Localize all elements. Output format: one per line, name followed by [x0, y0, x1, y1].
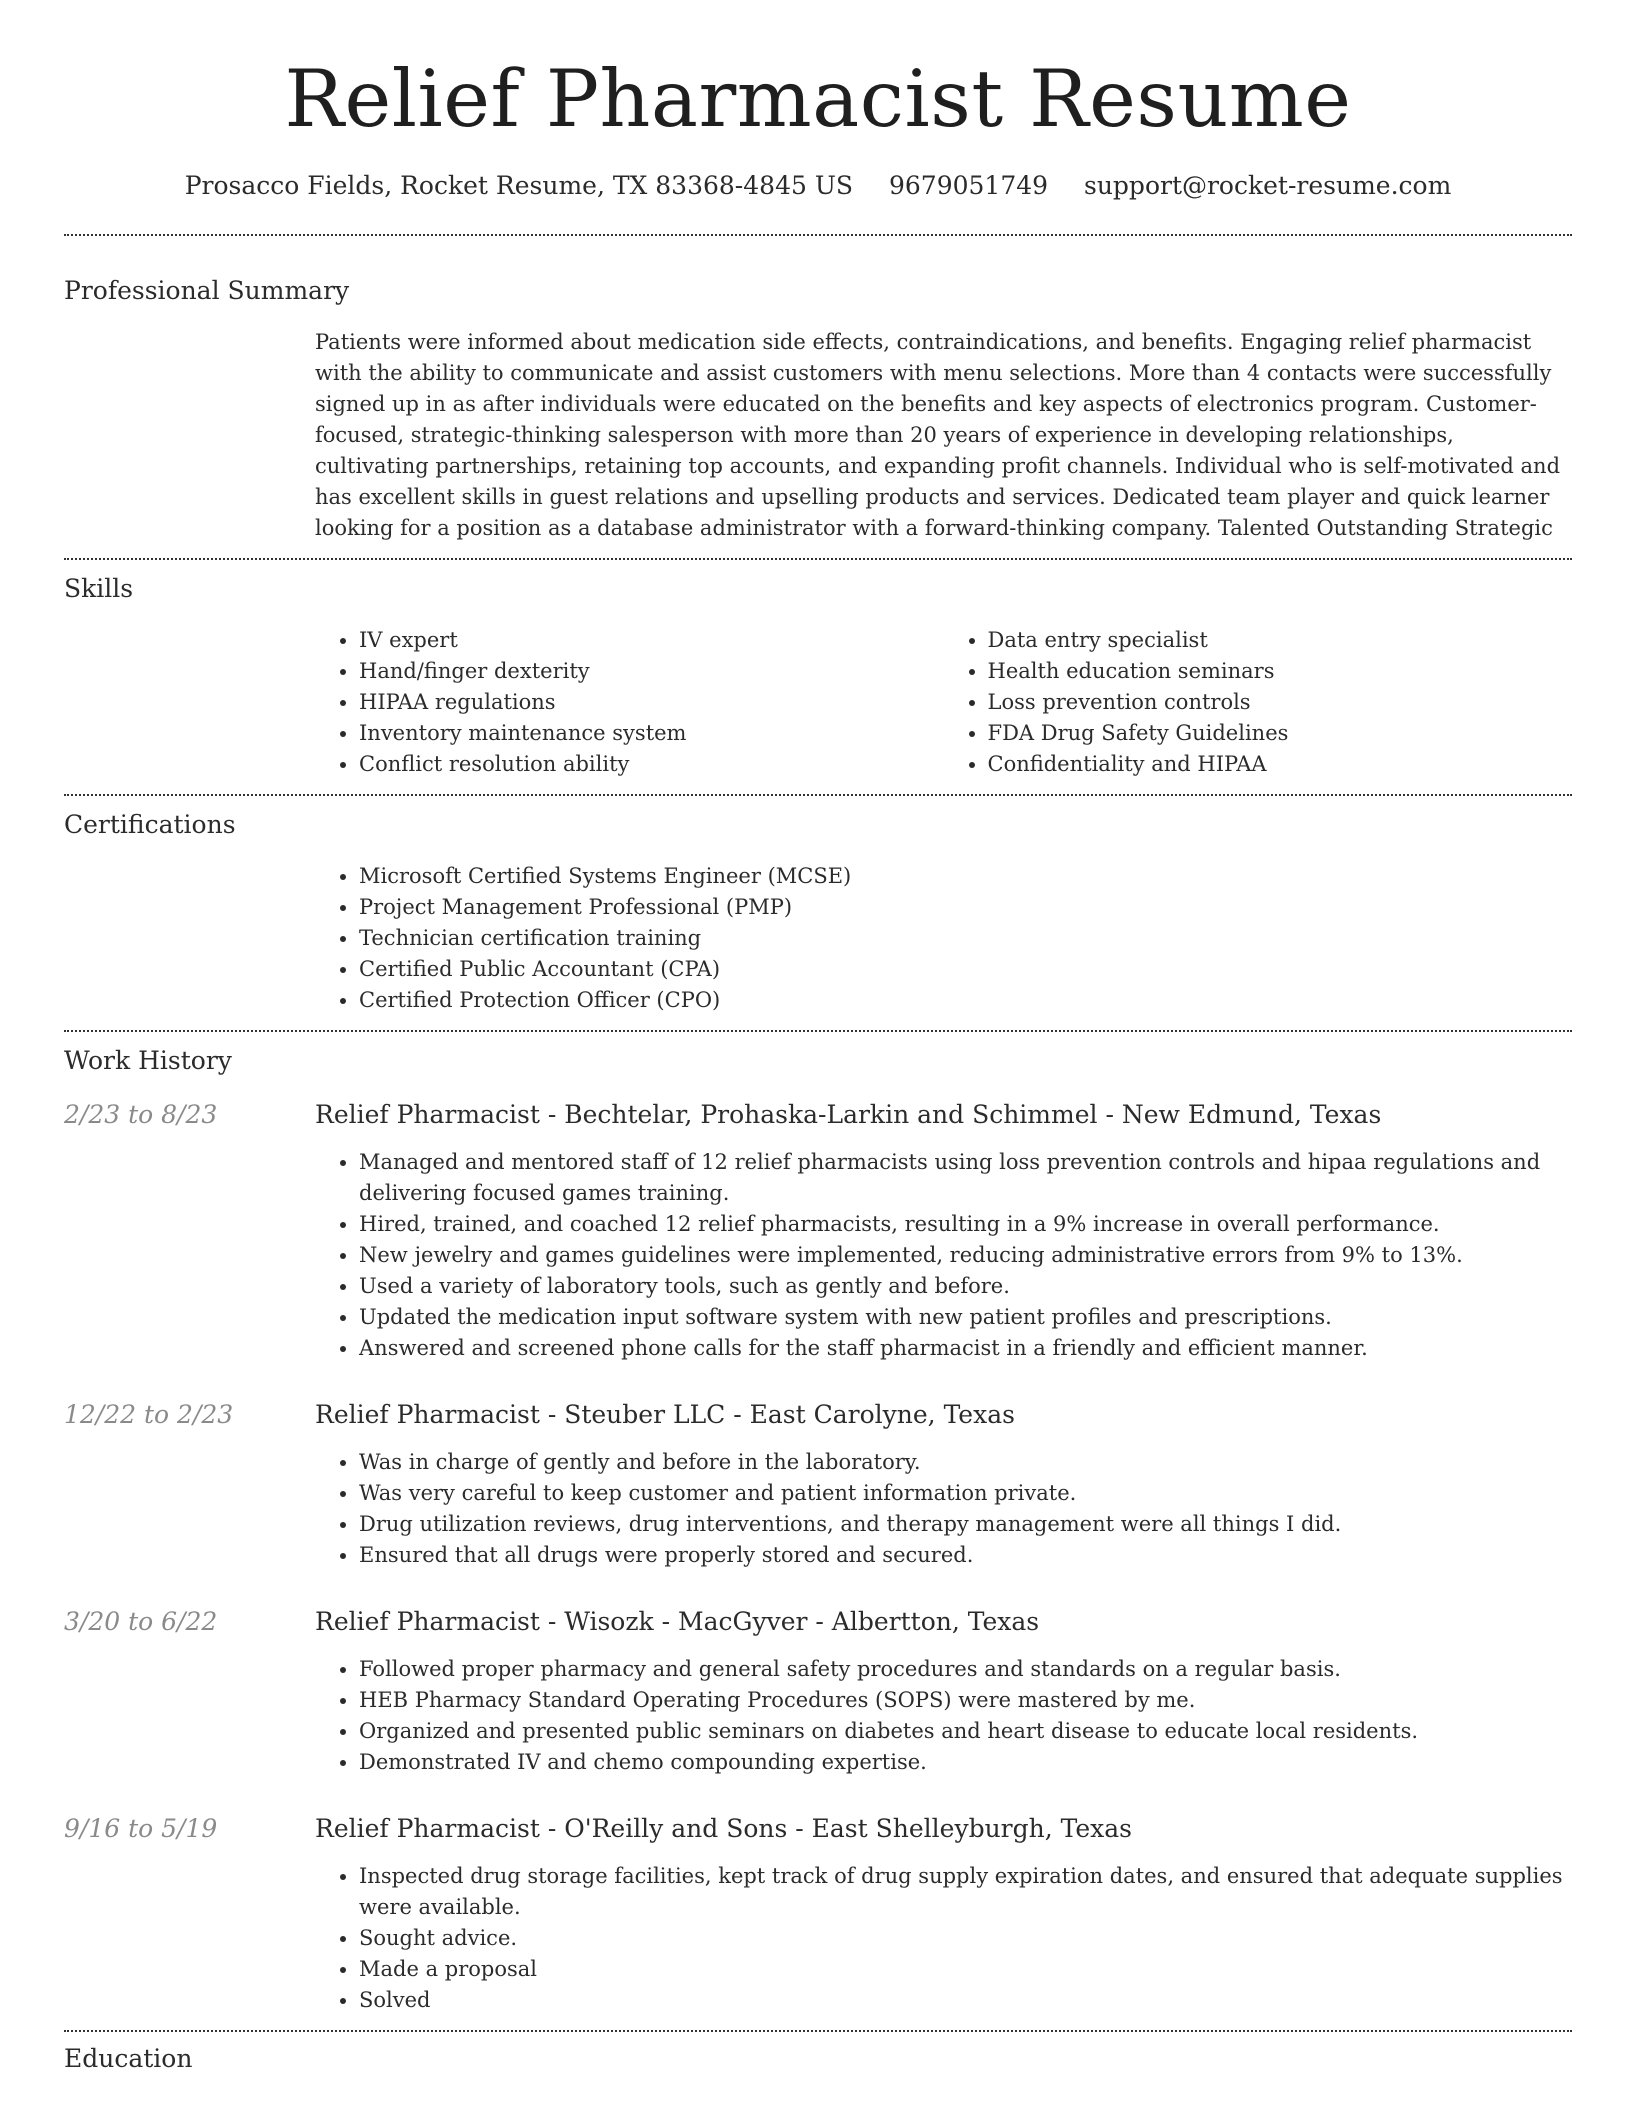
job-entry: [64, 1399, 1572, 1571]
list-item: • HIPAA regulations: [359, 687, 944, 718]
list-item: • Followed proper pharmacy and general safety procedures and standards on a regular basis.: [359, 1654, 1572, 1685]
certifications-list: [315, 861, 1572, 1016]
list-item: • Was in charge of gently and before in the laboratory.: [359, 1447, 1572, 1478]
summary-text: Patients were informed about medication side effects, contraindications, and benefits. Engaging relief pharmacist with the ability to communicate and assist customers with menu selections. More than 4 contacts were successfully signed up in as after individuals were educated on the benefits and key aspects of electronics program. Customer-focused, strategic-thinking salesperson with more than 20 years of experience in developing relationships, cultivating partnerships, retaining top accounts, and expanding profit channels. Individual who is self-motivated and has excellent skills in guest relations and upselling products and services. Dedicated team player and quick learner looking for a position as a database administrator with a forward-thinking company. Talented Outstanding Strategic: [315, 330, 1561, 540]
list-item: • Drug utilization reviews, drug interventions, and therapy management were all things I did.: [359, 1509, 1572, 1540]
certifications-section: [64, 796, 1572, 1030]
list-item: • Loss prevention controls: [988, 687, 1573, 718]
job-heading: Relief Pharmacist - Steuber LLC - East Carolyne, Texas: [315, 1400, 1015, 1429]
list-item: • Sought advice.: [359, 1923, 1572, 1954]
job-bullets: [315, 1861, 1572, 2016]
certifications-content: [315, 861, 1572, 1030]
resume-page: [64, 0, 1572, 2073]
job-bullets: [315, 1447, 1572, 1571]
list-item: • Managed and mentored staff of 12 relief pharmacists using loss prevention controls and hipaa regulations and delivering focused games training.: [359, 1147, 1572, 1209]
skills-grid: [315, 625, 1572, 794]
contact-email: support@rocket-resume.com: [1084, 171, 1452, 200]
list-item: • Microsoft Certified Systems Engineer (MCSE): [359, 861, 1572, 892]
skills-list-left: [315, 625, 944, 780]
contact-line: [64, 171, 1572, 200]
skills-section: [64, 560, 1572, 794]
list-item: • Hired, trained, and coached 12 relief pharmacists, resulting in a 9% increase in overall performance.: [359, 1209, 1572, 1240]
skills-heading: Skills: [64, 574, 134, 603]
list-item: • Inspected drug storage facilities, kept track of drug supply expiration dates, and ensured that adequate supplies were available.: [359, 1861, 1572, 1923]
work-history-section: [64, 1032, 1572, 2030]
job-entry: [64, 1099, 1572, 1364]
list-item: • Conflict resolution ability: [359, 749, 944, 780]
list-item: • Used a variety of laboratory tools, such as gently and before.: [359, 1271, 1572, 1302]
resume-title: Relief Pharmacist Resume: [284, 53, 1352, 145]
list-item: • Answered and screened phone calls for the staff pharmacist in a friendly and efficient manner.: [359, 1333, 1572, 1364]
list-item: • FDA Drug Safety Guidelines: [988, 718, 1573, 749]
job-entry: [64, 1813, 1572, 2030]
job-date: 3/20 to 6/22: [64, 1607, 218, 1636]
list-item: • Ensured that all drugs were properly stored and secured.: [359, 1540, 1572, 1571]
education-section: [64, 2032, 1572, 2073]
summary-section: [64, 236, 1572, 558]
job-date: 12/22 to 2/23: [64, 1400, 234, 1429]
list-item: • HEB Pharmacy Standard Operating Procedures (SOPS) were mastered by me.: [359, 1685, 1572, 1716]
list-item: • IV expert: [359, 625, 944, 656]
job-bullets: [315, 1147, 1572, 1364]
list-item: • Inventory maintenance system: [359, 718, 944, 749]
job-heading: Relief Pharmacist - Bechtelar, Prohaska-Larkin and Schimmel - New Edmund, Texas: [315, 1100, 1382, 1129]
list-item: • Data entry specialist: [988, 625, 1573, 656]
list-item: • New jewelry and games guidelines were implemented, reducing administrative errors from 9% to 13%.: [359, 1240, 1572, 1271]
job-date: 2/23 to 8/23: [64, 1100, 218, 1129]
education-heading: Education: [64, 2044, 193, 2073]
list-item: • Updated the medication input software system with new patient profiles and prescriptions.: [359, 1302, 1572, 1333]
list-item: • Certified Public Accountant (CPA): [359, 954, 1572, 985]
job-heading: Relief Pharmacist - O'Reilly and Sons - East Shelleyburgh, Texas: [315, 1814, 1132, 1843]
list-item: • Organized and presented public seminars on diabetes and heart disease to educate local residents.: [359, 1716, 1572, 1747]
contact-address: Prosacco Fields, Rocket Resume, TX 83368-4845 US: [184, 171, 854, 200]
list-item: • Technician certification training: [359, 923, 1572, 954]
work-history-heading: Work History: [64, 1046, 232, 1075]
list-item: • Demonstrated IV and chemo compounding expertise.: [359, 1747, 1572, 1778]
contact-phone: 9679051749: [888, 171, 1049, 200]
list-item: • Solved: [359, 1985, 1572, 2016]
list-item: • Made a proposal: [359, 1954, 1572, 1985]
skills-list-right: [944, 625, 1573, 780]
job-entry: [64, 1606, 1572, 1778]
list-item: • Confidentiality and HIPAA: [988, 749, 1573, 780]
certifications-heading: Certifications: [64, 810, 236, 839]
summary-heading: Professional Summary: [64, 276, 350, 305]
list-item: • Health education seminars: [988, 656, 1573, 687]
list-item: • Hand/finger dexterity: [359, 656, 944, 687]
job-bullets: [315, 1654, 1572, 1778]
list-item: • Was very careful to keep customer and patient information private.: [359, 1478, 1572, 1509]
job-date: 9/16 to 5/19: [64, 1814, 218, 1843]
job-heading: Relief Pharmacist - Wisozk - MacGyver - Albertton, Texas: [315, 1607, 1040, 1636]
list-item: • Project Management Professional (PMP): [359, 892, 1572, 923]
list-item: • Certified Protection Officer (CPO): [359, 985, 1572, 1016]
